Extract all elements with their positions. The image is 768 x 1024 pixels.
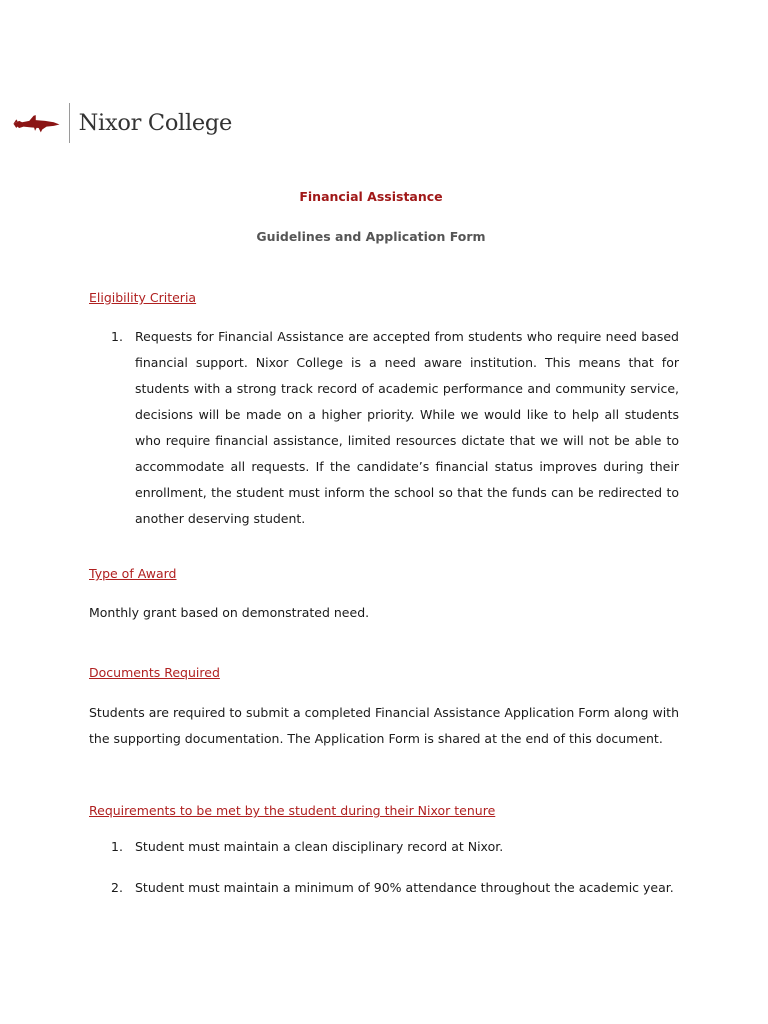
- documents-text: Students are required to submit a completed Financial Assistance Application Form along with the supporting documentation. The Application Form is shared at the end of this document.: [89, 705, 679, 746]
- documents-heading: Documents Required: [89, 665, 220, 680]
- list-item-text: Student must maintain a clean disciplinary record at Nixor.: [135, 839, 504, 854]
- list-item-text: Requests for Financial Assistance are accepted from students who require need based financial support. Nixor College is a need aware institution. This means that for students with a strong track record of academic performance and community service, decisions will be made on a higher priority. While we would like to help all students who require financial assistance, limited resources dictate that we will not be able to accommodate all requests. If the candidate’s financial status improves during their enrollment, the student must inform the school so that the funds can be redirected to another deserving student.: [135, 329, 679, 526]
- list-item-number: 1.: [111, 839, 123, 854]
- logo-text: Nixor College: [78, 110, 232, 136]
- shark-logo-icon: [12, 103, 61, 143]
- list-item: [89, 324, 679, 532]
- requirements-list: [89, 834, 679, 901]
- list-item-number: 1.: [111, 329, 123, 344]
- list-item-number: 2.: [111, 880, 123, 895]
- eligibility-list: [89, 324, 679, 532]
- award-text: Monthly grant based on demonstrated need.: [89, 605, 370, 620]
- logo-divider: [69, 103, 70, 143]
- list-item: [89, 834, 679, 860]
- list-item: [89, 875, 679, 901]
- eligibility-heading: Eligibility Criteria: [89, 290, 197, 305]
- list-item-text: Student must maintain a minimum of 90% attendance throughout the academic year.: [135, 880, 674, 895]
- document-title: Financial Assistance: [299, 189, 443, 204]
- document-subtitle: Guidelines and Application Form: [256, 229, 486, 244]
- requirements-heading: Requirements to be met by the student during their Nixor tenure: [89, 803, 496, 818]
- award-heading: Type of Award: [89, 566, 177, 581]
- college-logo: [10, 98, 232, 148]
